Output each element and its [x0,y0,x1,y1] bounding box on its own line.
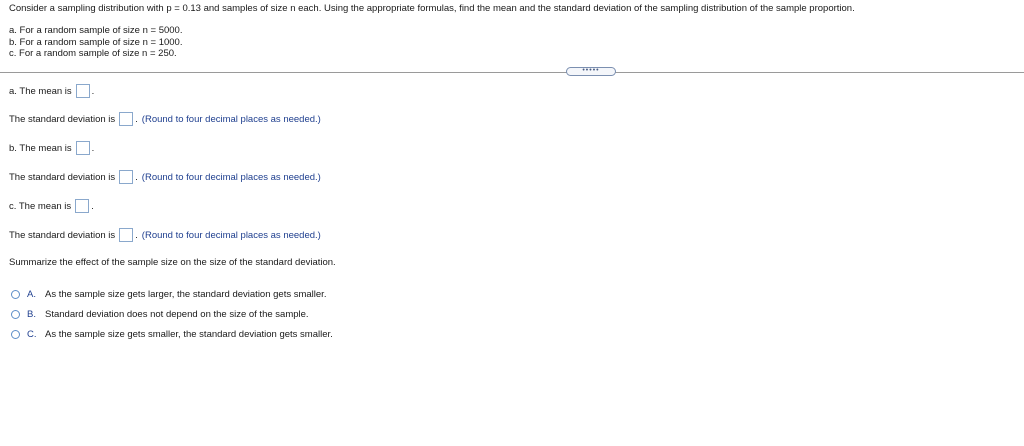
part-c-mean-input[interactable] [75,199,89,213]
section-divider [0,72,1024,73]
part-b-mean-label: b. The mean is [9,142,72,154]
part-b-sd-label: The standard deviation is [9,171,116,183]
part-b-sd-input[interactable] [119,170,133,184]
option-a[interactable] [11,289,326,300]
part-a-sd-row [9,112,321,126]
part-c-sd-row [9,228,321,242]
summary-question: Summarize the effect of the sample size on the size of the standard deviation. [9,257,336,268]
option-a-text[interactable]: As the sample size gets larger, the standard deviation gets smaller. [45,289,327,300]
part-a-mean-input[interactable] [76,84,90,98]
part-c-text: c. For a random sample of size n = 250. [9,48,177,59]
period: . [135,229,138,241]
part-a-mean-label: a. The mean is [9,85,72,97]
option-a-letter: A. [27,289,36,300]
part-b-sd-row [9,170,321,184]
radio-button-b[interactable] [11,310,20,319]
part-b-text: b. For a random sample of size n = 1000. [9,36,183,48]
period: . [91,85,95,97]
option-c-text[interactable]: As the sample size gets smaller, the standard deviation gets smaller. [45,329,333,340]
option-c[interactable] [11,329,333,340]
question-parts [9,25,182,60]
part-c-mean-label: c. The mean is [9,200,72,212]
option-c-letter: C. [27,329,37,340]
option-b-text[interactable]: Standard deviation does not depend on the size of the sample. [45,309,309,320]
part-b-mean-input[interactable] [76,141,90,155]
radio-button-a[interactable] [11,290,20,299]
part-b-rounding-hint: (Round to four decimal places as needed.) [141,171,321,183]
part-a-sd-input[interactable] [119,112,133,126]
radio-button-c[interactable] [11,330,20,339]
option-b[interactable] [11,309,309,320]
question-intro: Consider a sampling distribution with p = 0.13 and samples of size n each. Using the appropriate formulas, find the mean and the standard deviation of the sampling distribution of the sample proportion. [9,3,855,14]
expand-question-button[interactable]: ••••• [566,67,616,76]
period: . [91,142,95,154]
part-a-sd-label: The standard deviation is [9,113,116,125]
part-a-mean-row [9,84,94,98]
period: . [91,200,94,212]
part-b-mean-row [9,141,94,155]
part-c-sd-label: The standard deviation is [9,229,116,241]
part-a-text: a. For a random sample of size n = 5000. [9,25,183,36]
part-c-rounding-hint: (Round to four decimal places as needed.) [141,229,321,241]
part-c-sd-input[interactable] [119,228,133,242]
option-b-letter: B. [27,309,36,320]
period: . [135,171,138,183]
part-a-rounding-hint: (Round to four decimal places as needed.) [141,113,321,125]
period: . [135,113,138,125]
part-c-mean-row [9,199,94,213]
